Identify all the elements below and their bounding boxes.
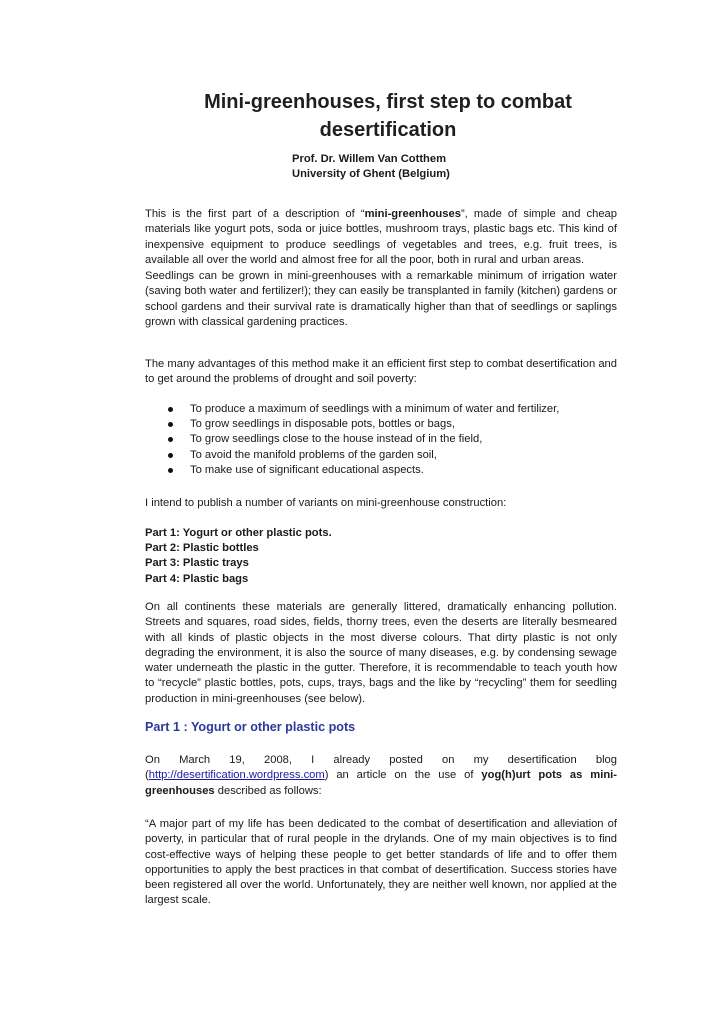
para6-text-a: On March 19, 2008, I already posted on my desertification blog ( bbox=[145, 754, 617, 782]
list-item bbox=[168, 432, 618, 447]
para1-text-a: This is the first part of a description of “ bbox=[145, 208, 365, 220]
part-item: Part 2: Plastic bottles bbox=[145, 542, 259, 555]
list-item bbox=[168, 417, 618, 432]
list-item-text: To make use of significant educational aspects. bbox=[190, 463, 424, 476]
bullet-icon bbox=[168, 453, 173, 458]
para1-text-b: ”, made of simple and cheap materials like yogurt pots, soda or juice bottles, mushroom trays, plastic bags etc. This kind of inexpensive equipment to produce seedlings of vegetables and trees, e.g. fruit trees, is available all over the world and almost free for all the poor, both in rural and urban areas. bbox=[145, 208, 618, 266]
paragraph-variants: I intend to publish a number of variants on mini-greenhouse construction: bbox=[145, 497, 507, 509]
author-block bbox=[292, 152, 450, 182]
para6-text-c: described as follows: bbox=[214, 784, 322, 797]
bullet-icon bbox=[168, 422, 173, 427]
author-affiliation: University of Ghent (Belgium) bbox=[292, 168, 450, 180]
paragraph-intro bbox=[145, 207, 617, 268]
paragraph-blog bbox=[145, 753, 617, 799]
parts-list bbox=[145, 526, 332, 587]
bullet-icon bbox=[168, 437, 173, 442]
bullet-icon bbox=[168, 468, 173, 473]
document-title bbox=[200, 88, 576, 144]
part-item: Part 3: Plastic trays bbox=[145, 557, 249, 570]
list-item-text: To avoid the manifold problems of the garden soil, bbox=[190, 448, 437, 461]
paragraph-quote: “A major part of my life has been dedicated to the combat of desertification and alleviation of poverty, in particular that of rural people in the drylands. One of my main objectives is to find cost-effective ways of helping these people to get better standards of life and to offer them opportunities to apply the best practices in that combat of desertification. Success stories have been registered all over the world. Unfortunately, they are neither well known, nor applied at the largest scale. bbox=[145, 818, 617, 907]
para1-bold: mini-greenhouses bbox=[364, 208, 461, 220]
list-item bbox=[168, 402, 618, 417]
list-item-text: To produce a maximum of seedlings with a minimum of water and fertilizer, bbox=[190, 403, 560, 415]
advantages-list bbox=[168, 402, 618, 478]
paragraph-pollution: On all continents these materials are generally littered, dramatically enhancing pollution. Streets and squares, road sides, fields, thorny trees, even the deserts are literally besmeared with all kinds of plastic objects in the most diverse colours. That dirty plastic is not only degrading the environment, it is also the source of many diseases, e.g. by condensing sewage water underneath the plastic in the gutter. Therefore, it is recommendable to teach youth how to “recycle” plastic bottles, pots, cups, trays, bags and the like by “recycling” them for seedling production in mini-greenhouses (see below). bbox=[145, 601, 617, 705]
list-item bbox=[168, 463, 618, 478]
author-name: Prof. Dr. Willem Van Cotthem bbox=[292, 153, 447, 165]
blog-link[interactable]: http://desertification.wordpress.com bbox=[148, 769, 325, 782]
para6-bold: yog(h)urt pots as mini-greenhouses bbox=[145, 769, 617, 797]
paragraph-seedlings: Seedlings can be grown in mini-greenhouses with a remarkable minimum of irrigation water (saving both water and fertilizer!); they can easily be transplanted in family (kitchen) gardens or school gardens and their survival rate is dramatically higher than that of seedlings or saplings grown with classical gardening practices. bbox=[145, 270, 617, 328]
title-line-2: desertification bbox=[319, 119, 457, 141]
part-item: Part 4: Plastic bags bbox=[145, 572, 249, 585]
bullet-icon bbox=[168, 407, 173, 412]
list-item-text: To grow seedlings in disposable pots, bottles or bags, bbox=[190, 418, 455, 431]
list-item bbox=[168, 448, 618, 463]
paragraph-advantages: The many advantages of this method make it an efficient first step to combat desertification and to get around the problems of drought and soil poverty: bbox=[145, 358, 617, 386]
part-item: Part 1: Yogurt or other plastic pots. bbox=[145, 527, 332, 539]
title-line-1: Mini-greenhouses, first step to combat bbox=[204, 91, 572, 113]
section-heading: Part 1 : Yogurt or other plastic pots bbox=[145, 720, 356, 734]
list-item-text: To grow seedlings close to the house instead of in the field, bbox=[190, 433, 483, 446]
para6-text-b: ) an article on the use of bbox=[324, 769, 482, 782]
